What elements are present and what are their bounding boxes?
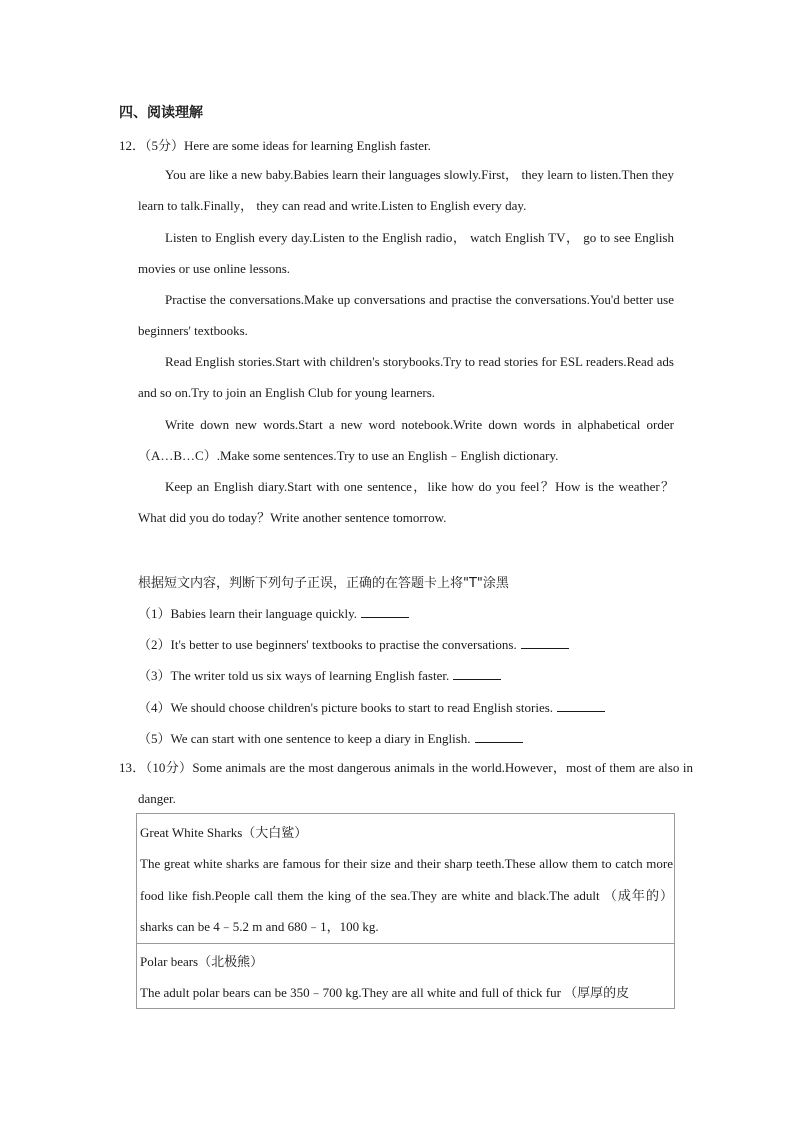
passage-paragraph-text: Practise the conversations.Make up conversations and practise the conversations.You'd better use beginners' textbooks. (138, 292, 674, 339)
answer-blank[interactable] (361, 605, 409, 618)
animal-title: Polar bears（北极熊） (140, 954, 264, 969)
passage-paragraph-text: Write down new words.Start a new word notebook.Write down words in alphabetical order（A…B…C）.Make some sentences.Try to use an English﹣English dictionary. (138, 417, 674, 464)
passage-paragraph-text: Keep an English diary.Start with one sentence，like how do you feel？How is the weather？What did you do today？Write another sentence tomorrow. (138, 479, 674, 526)
animal-description: The great white sharks are famous for their size and their sharp teeth.These allow them to catch more food like fish.People call them the king of the sea.They are white and black.The adult （成年的） sharks can be 4﹣5.2 m and 680﹣1，100 kg. (140, 856, 673, 934)
question-12-heading: 12．（5分）Here are some ideas for learning English faster. (119, 138, 431, 153)
true-false-item (138, 697, 605, 716)
item-text: （3）The writer told us six ways of learning English faster. (138, 668, 450, 683)
passage-paragraph-text: Read English stories.Start with children's storybooks.Try to read stories for ESL readers.Read ads and so on.Try to join an English Club for young learners. (138, 354, 674, 401)
table-cell (140, 946, 673, 1009)
question-13-heading: 13．（10分）Some animals are the most dangerous animals in the world.However，most of them are also in danger. (119, 760, 693, 807)
item-text: （4）We should choose children's picture books to start to read English stories. (138, 700, 554, 715)
item-text: （1）Babies learn their language quickly. (138, 606, 358, 621)
animal-description: The adult polar bears can be 350﹣700 kg.They are all white and full of thick fur （厚厚的皮 (140, 985, 630, 1001)
passage-paragraph (138, 284, 674, 347)
item-text: （2）It's better to use beginners' textbooks to practise the conversations. (138, 637, 517, 652)
passage-paragraph-text: Listen to English every day.Listen to the English radio， watch English TV， go to see English movies or use online lessons. (138, 230, 674, 277)
passage-paragraph (138, 159, 674, 222)
true-false-item (138, 634, 569, 653)
passage-paragraph (138, 409, 674, 472)
section-title: 四、阅读理解 (119, 106, 203, 121)
table-row-divider (137, 943, 674, 944)
passage-paragraph (138, 346, 674, 409)
animal-info-table (136, 813, 675, 1009)
true-false-item (138, 603, 409, 622)
answer-blank[interactable] (557, 699, 605, 712)
answer-blank[interactable] (475, 730, 523, 743)
animal-title: Great White Sharks（大白鲨） (140, 825, 308, 840)
table-cell (140, 817, 673, 942)
question-instruction: 根据短文内容，判断下列句子正误，正确的在答题卡上将"T"涂黑 (138, 576, 509, 591)
true-false-item (138, 728, 523, 747)
item-text: （5）We can start with one sentence to keep a diary in English. (138, 731, 471, 746)
passage-paragraph (138, 222, 674, 285)
true-false-item (138, 665, 501, 684)
answer-blank[interactable] (521, 636, 569, 649)
answer-blank[interactable] (453, 667, 501, 680)
passage-paragraph (138, 471, 674, 534)
passage-paragraph-text: You are like a new baby.Babies learn their languages slowly.First， they learn to listen.Then they learn to talk.Finally， they can read and write.Listen to English every day. (138, 167, 674, 214)
